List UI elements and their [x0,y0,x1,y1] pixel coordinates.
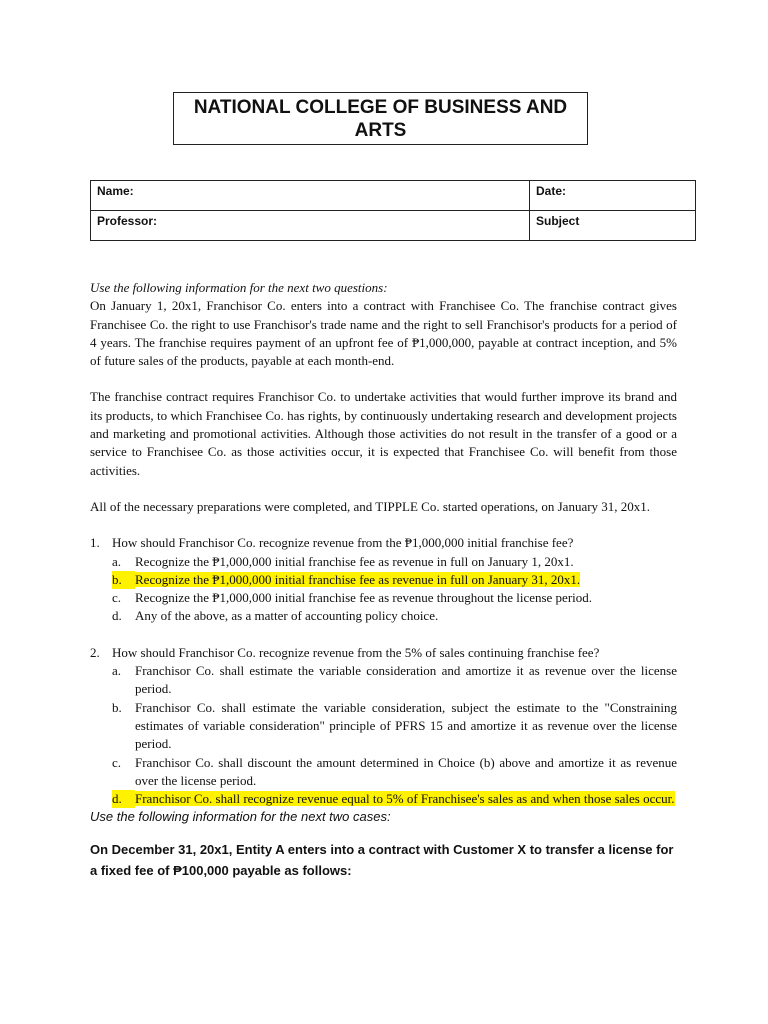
college-title-box [173,92,588,145]
professor-cell [91,211,530,241]
question-text: How should Franchisor Co. recognize revenue from the ₱1,000,000 initial franchise fee? [112,535,574,551]
option-1d [90,607,677,625]
option-2a [90,662,677,699]
option-letter: b. [112,571,135,589]
intro-paragraph-3: All of the necessary preparations were completed, and TIPPLE Co. started operations, on January 31, 20x1. [90,498,651,514]
question-1 [90,534,677,625]
question-text: How should Franchisor Co. recognize revenue from the 5% of sales continuing franchise fee? [112,644,600,660]
option-letter: b. [112,699,122,715]
question-2 [90,644,677,809]
body-text [90,279,677,881]
option-text: Recognize the ₱1,000,000 initial franchise fee as revenue throughout the license period. [135,590,593,606]
name-label: Name: [97,184,134,198]
option-1c [90,589,677,607]
option-letter: c. [112,590,122,606]
option-letter: a. [112,553,122,569]
option-text: Any of the above, as a matter of accounting policy choice. [135,608,439,624]
option-letter: c. [112,754,122,770]
name-cell [91,181,530,211]
option-text: Franchisor Co. shall discount the amount determined in Choice (b) above and amortize it as revenue over the license period. [135,754,677,788]
cases-lead: Use the following information for the next two cases: [90,809,391,825]
student-info-table [90,180,696,241]
question-number: 1. [90,535,100,551]
college-title: NATIONAL COLLEGE OF BUSINESS AND ARTS [193,97,568,141]
date-cell [530,181,696,211]
option-text-highlighted: Franchisor Co. shall recognize revenue equal to 5% of Franchisee's sales as and when those sales occur. [135,791,675,807]
option-1a [90,553,677,571]
intro-paragraph-2: The franchise contract requires Franchisor Co. to undertake activities that would further improve its brand and its products, to which Franchisee Co. has rights, by continuously undertaking research and development projects and marketing and promotional activities. Although those activities do not result in the transfer of a good or a service to Franchisee Co. as those activities occur, it is expected that Franchisee Co. will benefit from those activities. [90,389,677,478]
intro-paragraph-1: On January 1, 20x1, Franchisor Co. enters into a contract with Franchisee Co. The franchise contract gives Franchisee Co. the right to use Franchisor's trade name and the right to sell Franchisor's products for a period of 4 years. The franchise requires payment of an upfront fee of ₱1,000,000, payable at contract inception, and 5% of future sales of the products, payable at each month-end. [90,298,677,369]
question-number: 2. [90,644,100,660]
subject-label: Subject [536,214,580,228]
option-1b [90,571,677,589]
option-text: Franchisor Co. shall estimate the variable consideration and amortize it as revenue over the license period. [135,663,677,697]
option-text: Recognize the ₱1,000,000 initial franchise fee as revenue in full on January 1, 20x1. [135,553,574,569]
info-row-2 [91,211,696,241]
option-2d [90,790,677,808]
option-2c [90,754,677,791]
option-letter: d. [112,790,135,808]
option-text-highlighted: Recognize the ₱1,000,000 initial franchise fee as revenue in full on January 31, 20x1. [135,571,581,587]
professor-label: Professor: [97,214,158,228]
option-letter: d. [112,608,122,624]
date-label: Date: [536,184,567,198]
intro-lead: Use the following information for the next two questions: [90,280,388,295]
option-letter: a. [112,663,122,679]
info-row-1 [91,181,696,211]
option-2b [90,699,677,754]
cases-text: On December 31, 20x1, Entity A enters into a contract with Customer X to transfer a license for a fixed fee of ₱100,000 payable as follows: [90,841,674,878]
subject-cell [530,211,696,241]
option-text: Franchisor Co. shall estimate the variable consideration, subject the estimate to the "Constraining estimates of variable consideration" principle of PFRS 15 and amortize it as revenue over the license period. [135,699,677,752]
